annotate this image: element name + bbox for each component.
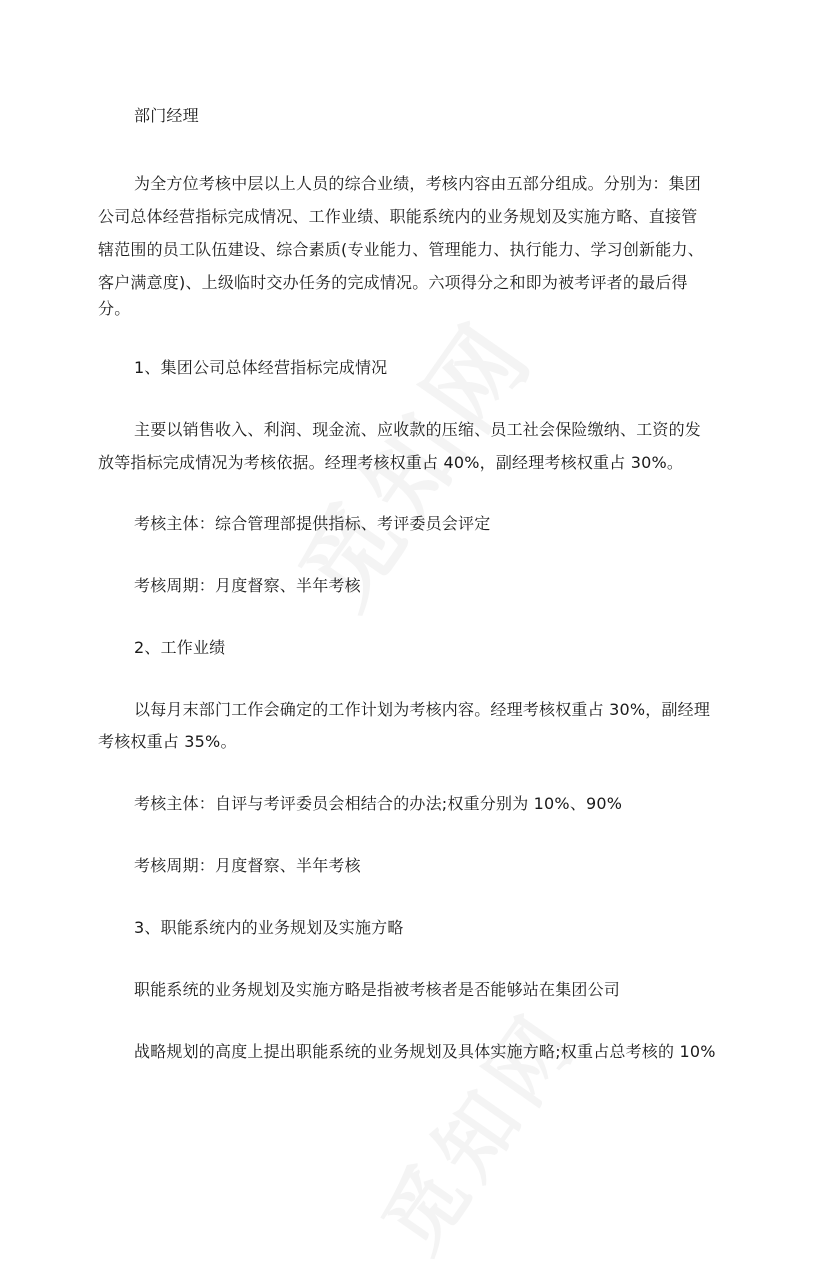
paragraph-line: 职能系统的业务规划及实施方略是指被考核者是否能够站在集团公司 [134,980,621,999]
paragraph-line: 考核权重占 35%。 [98,732,237,751]
paragraph-line: 分。 [98,299,131,318]
section-heading: 1、集团公司总体经营指标完成情况 [134,358,388,377]
paragraph-line: 主要以销售收入、利润、现金流、应收款的压缩、员工社会保险缴纳、工资的发 [134,420,702,439]
paragraph-line: 考核主体：综合管理部提供指标、考评委员会评定 [134,514,491,533]
paragraph-line: 战略规划的高度上提出职能系统的业务规划及具体实施方略;权重占总考核的 10% [134,1042,716,1061]
paragraph-line: 以每月末部门工作会确定的工作计划为考核内容。经理考核权重占 30%，副经理 [134,700,711,719]
paragraph-line: 为全方位考核中层以上人员的综合业绩，考核内容由五部分组成。分别为：集团 [134,174,702,193]
paragraph-line: 辖范围的员工队伍建设、综合素质(专业能力、管理能力、执行能力、学习创新能力、 [98,240,704,259]
section-heading: 2、工作业绩 [134,638,226,657]
paragraph-line: 考核主体：自评与考评委员会相结合的办法;权重分别为 10%、90% [134,794,623,813]
paragraph-line: 客户满意度)、上级临时交办任务的完成情况。六项得分之和即为被考评者的最后得 [98,273,688,292]
section-heading: 3、职能系统内的业务规划及实施方略 [134,918,404,937]
paragraph-line: 公司总体经营指标完成情况、工作业绩、职能系统内的业务规划及实施方略、直接管 [98,207,698,226]
paragraph-line: 考核周期：月度督察、半年考核 [134,576,361,595]
paragraph-line: 放等指标完成情况为考核依据。经理考核权重占 40%，副经理考核权重占 30%。 [98,453,684,472]
watermark [350,984,599,1271]
paragraph-line: 考核周期：月度督察、半年考核 [134,856,361,875]
section-title: 部门经理 [134,106,199,125]
